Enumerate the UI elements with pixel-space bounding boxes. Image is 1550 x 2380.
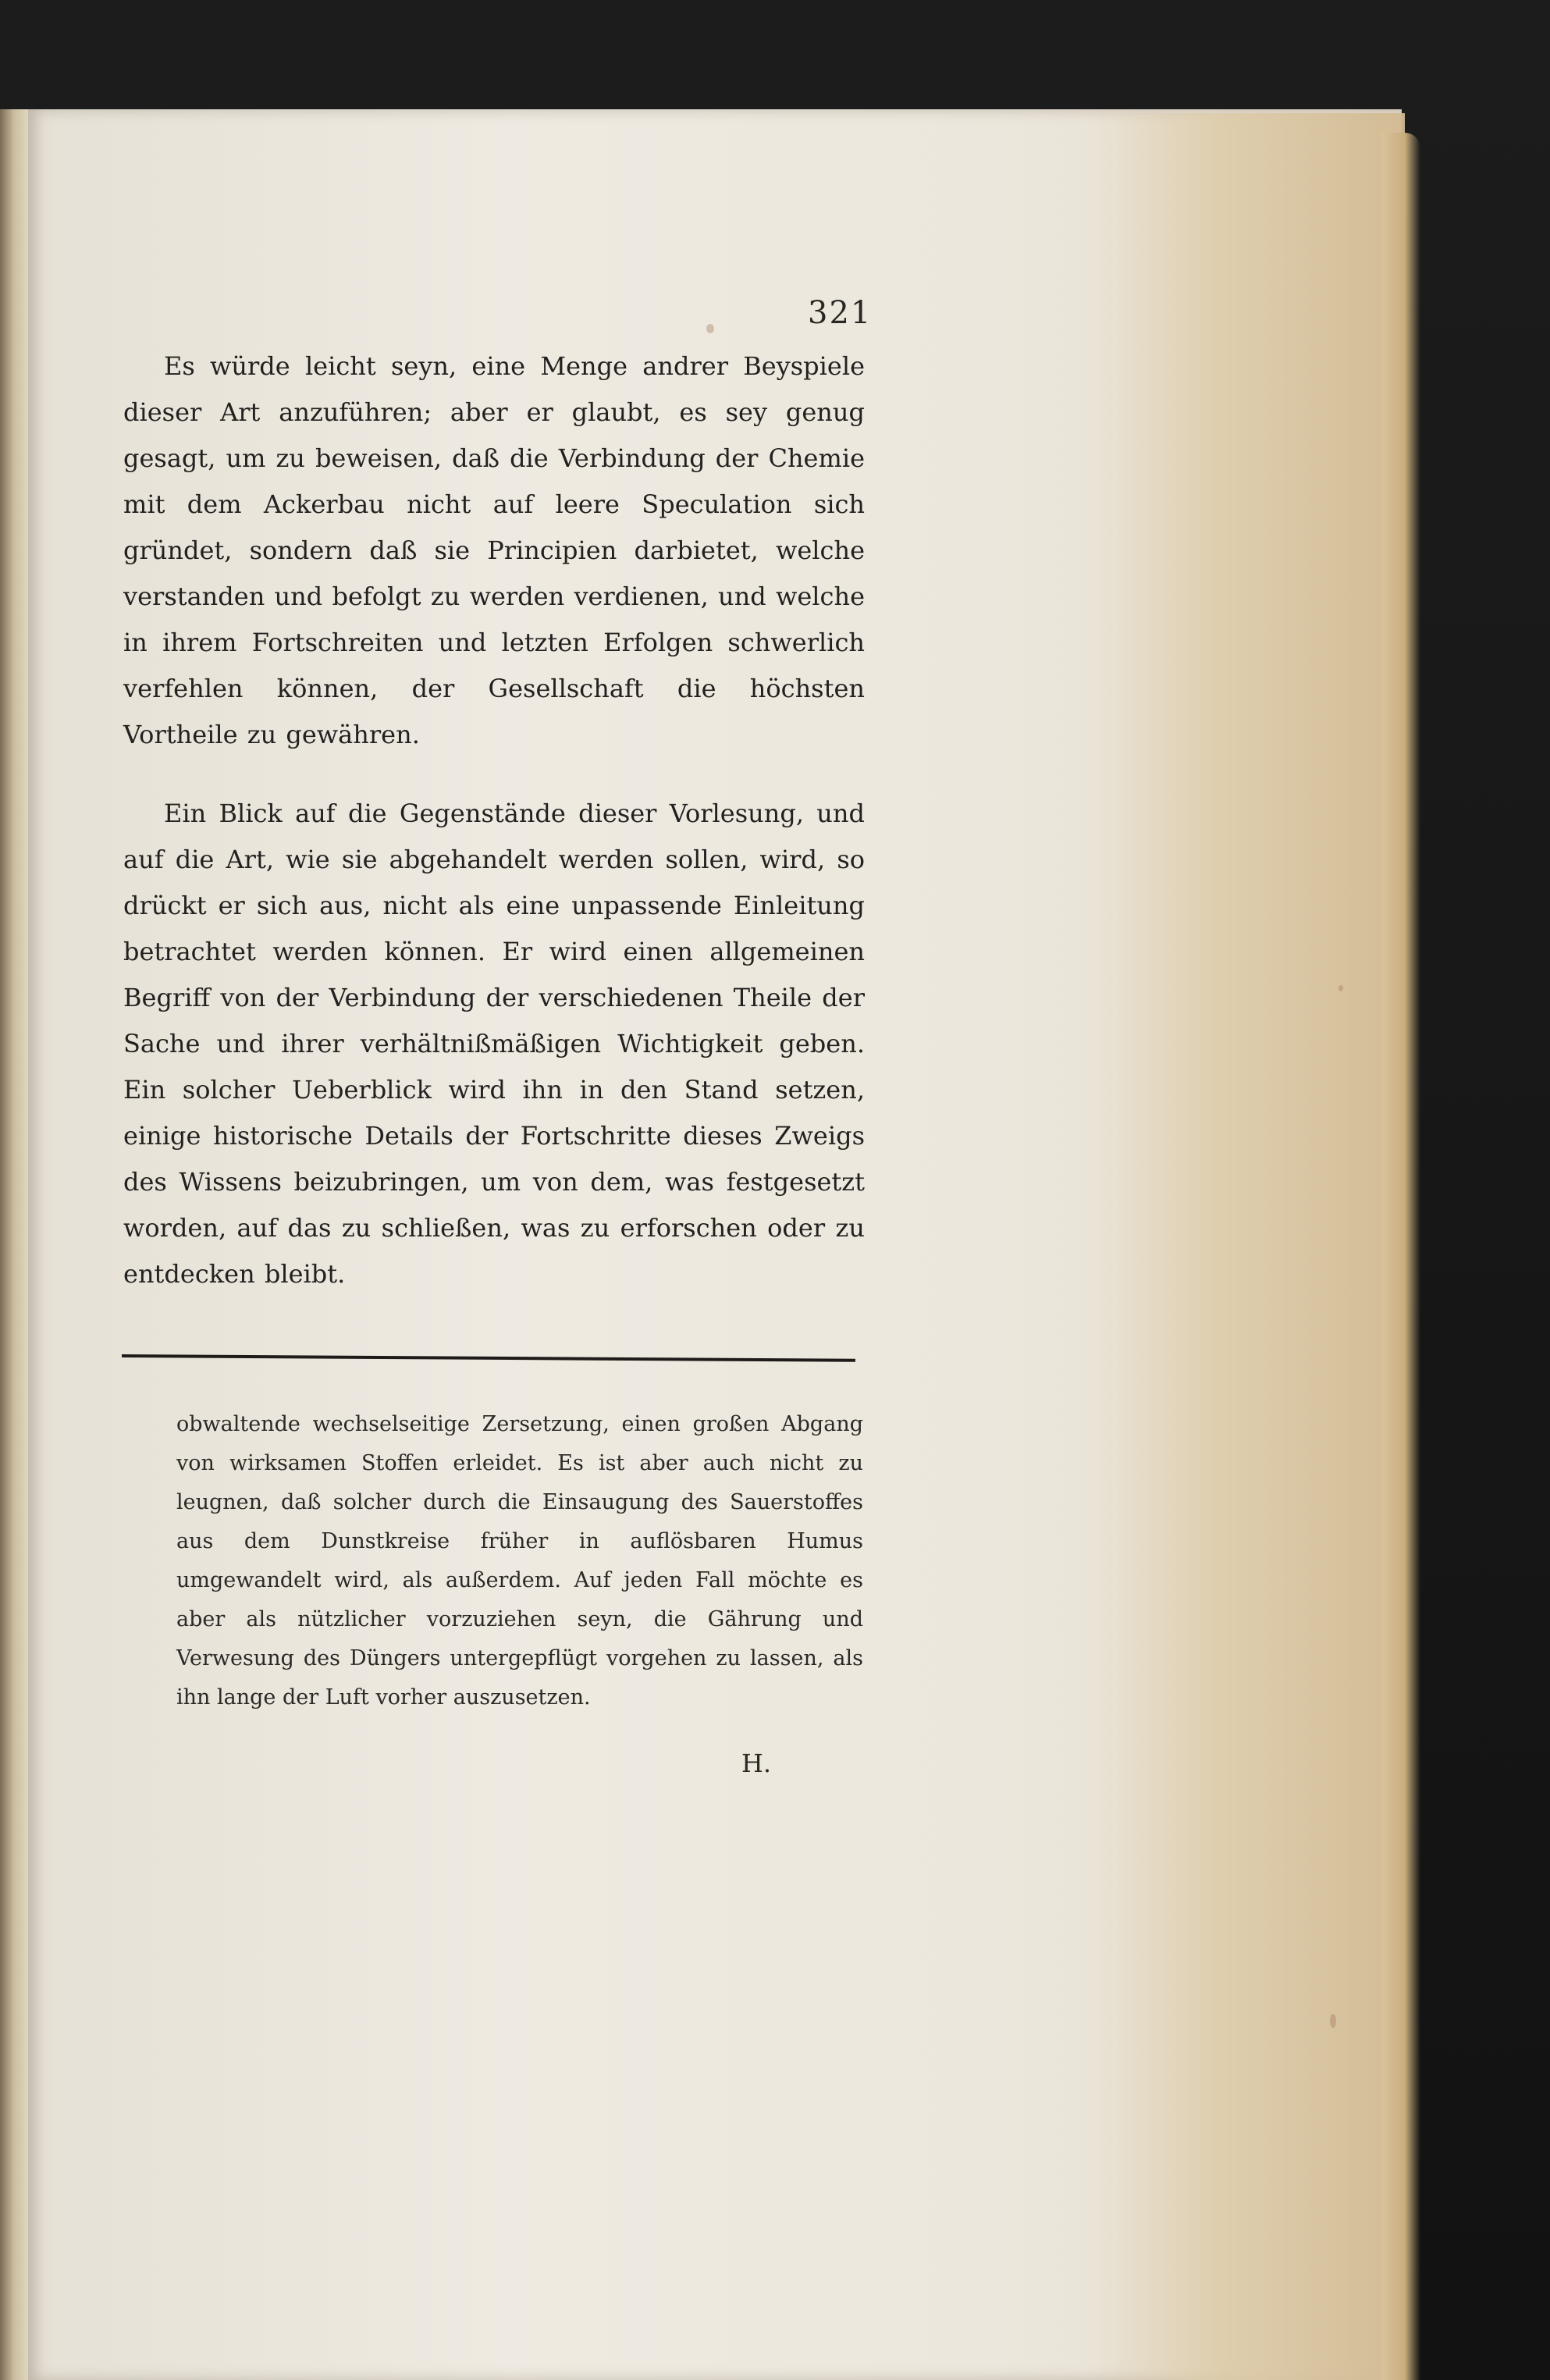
main-text [123, 343, 865, 1297]
foxing-spot [706, 324, 714, 333]
book-spine-edge [0, 109, 31, 2380]
body-paragraph: Ein Blick auf die Gegenstände dieser Vorlesung, und auf die Art, wie sie abgehandelt werden sollen, wird, so drückt er sich aus, nicht als eine unpassende Einleitung betrachtet werden können. Er wird einen allgemeinen Begriff von der Verbindung der verschiedenen Theile der Sache und ihrer verhältnißmäßigen Wichtigkeit geben. Ein solcher Ueberblick wird ihn in den Stand setzen, einige historische Details der Fortschritte dieses Zweigs des Wissens beizubringen, um von dem, was festgesetzt worden, auf das zu schließen, was zu erforschen oder zu entdecken bleibt. [123, 799, 865, 1289]
page-number: 321 [808, 295, 873, 331]
body-paragraph: Es würde leicht seyn, eine Menge andrer Beyspiele dieser Art anzuführen; aber er glaubt, es sey genug gesagt, um zu beweisen, daß die Verbindung der Chemie mit dem Ackerbau nicht auf leere Speculation sich gründet, sondern daß sie Principien darbietet, welche verstanden und befolgt zu werden verdienen, und welche in ihrem Fortschreiten und letzten Erfolgen schwerlich verfehlen können, der Gesellschaft die höchsten Vortheile zu gewähren. [123, 351, 865, 749]
footnote-signature: H. [741, 1749, 772, 1778]
footnote-text: obwaltende wechselseitige Zersetzung, einen großen Abgang von wirksamen Stoffen erleidet. Es ist aber auch nicht zu leugnen, daß solcher durch die Einsaugung des Sauerstoffes aus dem Dunstkreise früher in auflösbaren Humus umgewandelt wird, als außerdem. Auf jeden Fall möchte es aber als nützlicher vorzuziehen seyn, die Gährung und Verwesung des Düngers untergepflügt vorgehen zu lassen, als ihn lange der Luft vorher auszusetzen. [176, 1412, 863, 1709]
page-deckle-edge [1381, 133, 1420, 2380]
foxing-spot [1330, 2014, 1336, 2028]
foxing-spot [1338, 985, 1343, 991]
page-aged-margin [1093, 113, 1405, 2380]
